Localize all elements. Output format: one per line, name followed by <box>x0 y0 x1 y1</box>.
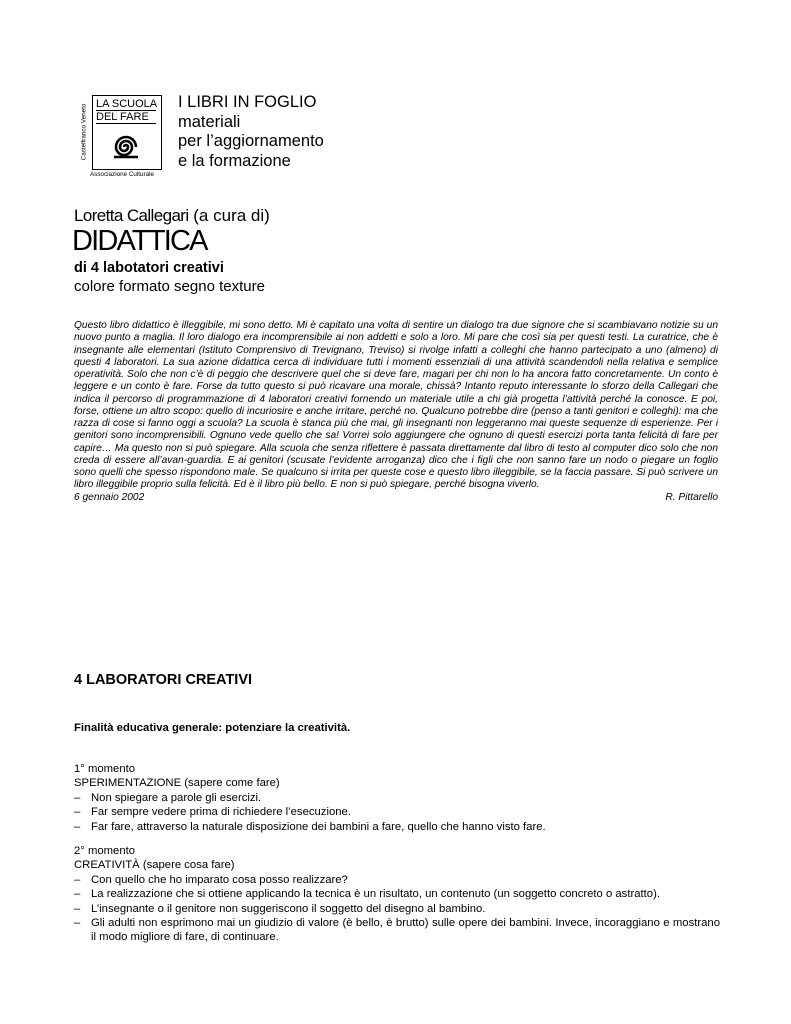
intro-paragraph: Questo libro didattico è illeggibile, mi sono detto. Mi è capitato una volta di sentire un dialogo tra due signore che si scambiavano notizie su un nuovo punto a maglia. Il loro dialogo era incomprensibile ai non addetti e solo a loro. Mi pare che così sia per questi testi. La curatrice, che è insegnante alle elementari (Istituto Comprensivo di Trevignano, Treviso) si rivolge infatti a colleghi che hanno partecipato a uno (almeno) di questi 4 laboratori. La sua azione didattica cerca di individuare tutti i momenti essenziali di una attività scandendoli nella relativa e semplice operatività. Solo che non c’è di peggio che descrivere quel che si deve fare, magari per chi non lo ha ancora fatto concretamente. Un conto è leggere e un conto è fare. Forse da tutto questo si può ricavare una morale, chissà? Intanto reputo interessante lo sforzo della Callegari che indica il percorso di programmazione di 4 laboratori creativi fornendo un materiale utile a chi già progetta l’attività perché la conosce. E poi, forse, ottiene un altro scopo: quello di incuriosire e anche irritare, perché no. Qualcuno potrebbe dire (penso a tanti genitori e colleghi): ma che razza di cose si fanno oggi a scuola? La scuola è stanca più che mai, gli insegnanti non leggeranno mai queste sequenze di esperienze. Per i genitori sono incomprensibili. Ognuno vede quello che sa! Vorrei solo aggiungere che ognuno di questi esercizi porta tanta felicità di fare per capire… Ma questo non si può spiegare. Alla scuola che senza riflettere è passata direttamente dal libro di testo al computer dico solo che non creda di essere all’avan-guardia. E ai genitori (scusate l’evidente arroganza) dico che i figli che non sanno fare un nodo o piegare un foglio sono quelli che spesso rispondono male. Se qualcuno si irrita per queste cose e questo libro illeggibile, se la faccia passare. Si può scrivere un libro illeggibile proprio sulla felicità. Ed è il libro più bello. E non si può spiegare, perché bisogna viverlo. <box>74 320 718 491</box>
moment-list <box>74 873 720 945</box>
editor-name: Loretta Callegari <box>74 206 189 225</box>
section-title: 4 LABORATORI CREATIVI <box>74 672 253 688</box>
list-item: – L’insegnante o il genitore non suggeriscono il soggetto del disegno al bambino. <box>74 902 486 915</box>
logo-box <box>92 95 162 170</box>
book-title: DIDATTICA <box>72 225 207 257</box>
section-goal: Finalità educativa generale: potenziare la creatività. <box>74 722 351 734</box>
logo-line-2: DEL FARE <box>96 111 149 123</box>
dash-bullet: – <box>74 820 81 833</box>
book-tagline: colore formato segno texture <box>74 278 265 295</box>
dash-bullet: – <box>74 902 81 915</box>
list-item: – Gli adulti non esprimono mai un giudizio di valore (è bello, è brutto) sulle opere dei bambini. Invece, incoraggiano e mostrano il modo migliore di fare, di continuare. <box>74 917 720 944</box>
logo-line-1: LA SCUOLA <box>96 98 158 110</box>
series-line-2: materiali <box>178 112 241 131</box>
dash-bullet: – <box>74 791 81 804</box>
intro-date: 6 gennaio 2002 <box>74 492 145 503</box>
series-line-1: I LIBRI IN FOGLIO <box>178 93 317 111</box>
logo-association-caption: Associazione Culturale <box>90 171 155 178</box>
logo-divider-2 <box>96 123 156 124</box>
book-editor <box>74 206 270 226</box>
series-line-4: e la formazione <box>178 151 291 170</box>
list-item: – Far fare, attraverso la naturale disposizione dei bambini a fare, quello che hanno visto fare. <box>74 820 546 833</box>
dash-bullet: – <box>74 806 81 819</box>
list-item: – La realizzazione che si ottiene applicando la tecnica è un risultato, un contenuto (un soggetto concreto o astratto). <box>74 888 660 901</box>
logo-vertical-caption: Castelfranco Veneto <box>80 103 88 161</box>
moment-1 <box>74 762 720 834</box>
list-item: – Con quello che ho imparato cosa posso realizzare? <box>74 873 348 886</box>
logo <box>78 92 166 182</box>
book-subtitle: di 4 labotatori creativi <box>74 260 224 276</box>
list-item: – Non spiegare a parole gli esercizi. <box>74 791 262 804</box>
list-item: – Far sempre vedere prima di richiedere l’esecuzione. <box>74 806 351 819</box>
series-heading <box>178 93 324 171</box>
dash-bullet: – <box>74 873 81 886</box>
snail-spiral-icon <box>111 132 141 162</box>
editor-note: (a cura di) <box>188 206 270 225</box>
intro-signature: R. Pittarello <box>665 492 718 503</box>
dash-bullet: – <box>74 917 81 930</box>
moment-label: 1° momento <box>74 763 136 775</box>
dash-bullet: – <box>74 888 81 901</box>
moment-list <box>74 791 720 834</box>
moment-2 <box>74 844 720 945</box>
moment-title: CREATIVITÀ (sapere cosa fare) <box>74 859 235 872</box>
moment-label: 2° momento <box>74 845 136 857</box>
moment-title: SPERIMENTAZIONE (sapere come fare) <box>74 777 280 790</box>
series-line-3: per l’aggiornamento <box>178 132 324 150</box>
